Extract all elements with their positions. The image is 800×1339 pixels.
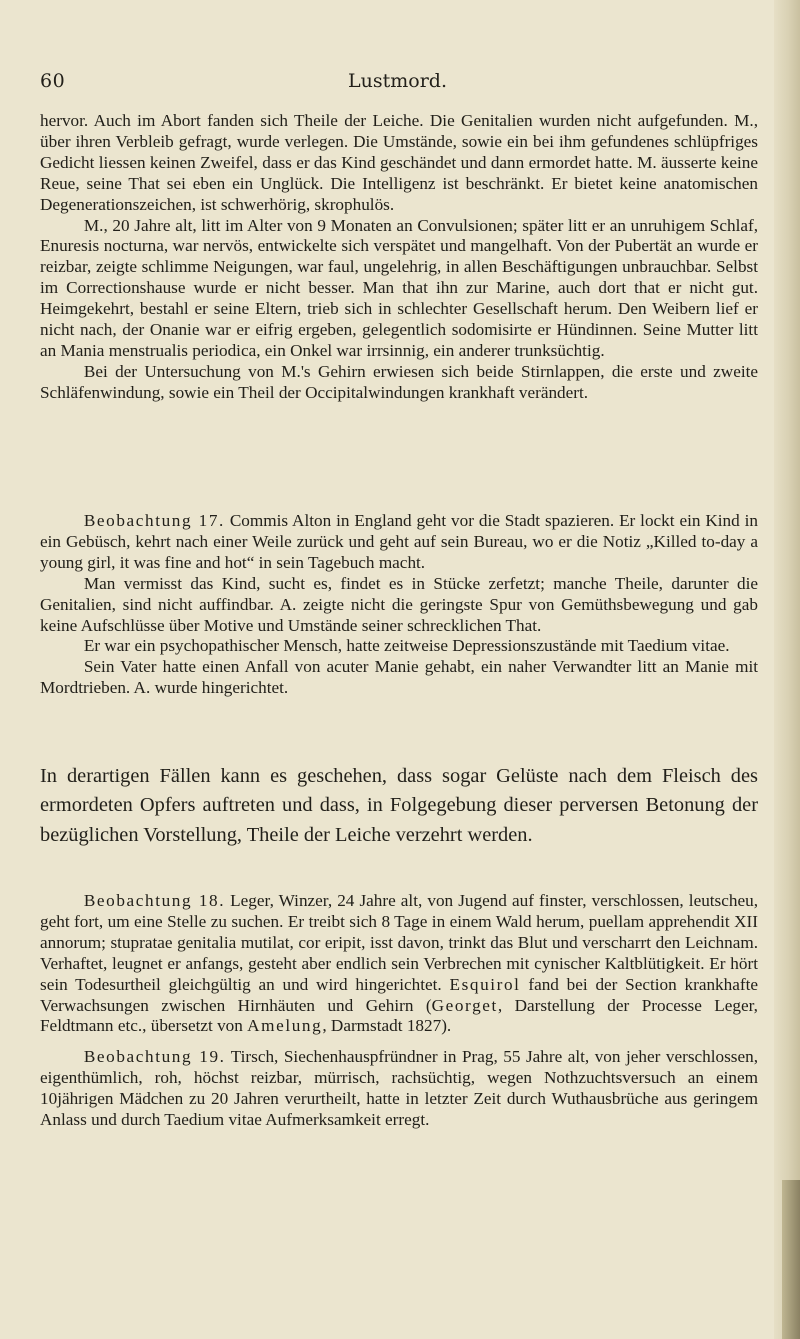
paragraph-heredity: Sein Vater hatte einen Anfall von acuter Manie gehabt, ein naher Verwandter litt an Manie mit Mordtrieben. A. wurde hingerichtet. bbox=[40, 657, 758, 698]
text-block-case-m bbox=[40, 111, 758, 404]
author-esquirol: Esquirol bbox=[449, 974, 521, 994]
paragraph-psychopathic: Er war ein psychopathischer Mensch, hatte zeitweise Depressionszustände mit Taedium vitae. bbox=[83, 636, 730, 656]
page-edge bbox=[774, 0, 800, 1339]
observation-18-text-d: , Darmstadt 1827). bbox=[322, 1016, 452, 1036]
page-header bbox=[40, 70, 755, 98]
observation-18-text-b: fand bei der Section krankhafte Verwachsungen zwischen Hirnhäuten und Gehirn ( bbox=[40, 974, 758, 1015]
observation-18-text-a: Leger, Winzer, 24 Jahre alt, von Jugend auf finster, verschlossen, leutscheu, geht fort, um eine Stelle zu suchen. Er treibt sich 8 Tage in einem Wald herum, puellam apprehendit XII annorum; stupratae genitalia mutilat, cor eripit, isst davon, trinkt das Blut und verscharrt den Leichnam. Verhaftet, leugnet er anfangs, gesteht aber endlich sein Verbrechen mit cynischer Kaltblütigkeit. Er hört sein Todesurtheil gleichgültig an und wird hingerichtet. bbox=[40, 891, 758, 994]
running-title: Lustmord. bbox=[348, 70, 447, 92]
page-edge-shadow bbox=[782, 1180, 800, 1339]
observation-19-text: Tirsch, Siechenhauspfründner in Prag, 55 Jahre alt, von jeher verschlossen, eigenthümlich, roh, höchst reizbar, mürrisch, rachsüchtig, wegen Nothzuchtsversuch an einem 10jährigen Mädchen zu 20 Jahren verurtheilt, hatte in letzter Zeit durch Wuthausbrüche aus geringem Anlass und durch Taedium vitae Aufmerksamkeit erregt. bbox=[40, 1047, 758, 1130]
observation-18-text-c: , Darstellung der Processe Leger, Feldtmann etc., übersetzt von bbox=[40, 995, 758, 1036]
paragraph-autopsy: Bei der Untersuchung von M.'s Gehirn erwiesen sich beide Stirnlappen, die erste und zweite Schläfenwindung, sowie ein Theil der Occipitalwindungen krankhaft verändert. bbox=[40, 361, 758, 402]
text-block-observations-18-19 bbox=[40, 891, 758, 1131]
paragraph-observation-19 bbox=[40, 1047, 758, 1131]
author-georget: Georget bbox=[431, 995, 498, 1015]
paragraph-observation-18 bbox=[40, 891, 758, 1037]
observation-19-label: Beobachtung 19. bbox=[83, 1047, 226, 1067]
text-block-main-statement bbox=[40, 762, 758, 850]
paragraph-missing-child: Man vermisst das Kind, sucht es, findet es in Stücke zerfetzt; manche Theile, darunter die Genitalien, sind nicht auffindbar. A. zeigte nicht die geringste Spur von Gemüthsbewegung und gab keine Aufschlüsse über Motive und Umstände seiner schrecklichen That. bbox=[40, 573, 758, 635]
paragraph-main-statement: In derartigen Fällen kann es geschehen, dass sogar Gelüste nach dem Fleisch des ermordeten Opfers auftreten und dass, in Folgegebung dieser perversen Betonung der bezüglichen Vorstellung, Theile der Leiche verzehrt werden. bbox=[40, 765, 758, 846]
observation-17-label: Beobachtung 17. bbox=[83, 511, 225, 530]
paragraph-observation-17 bbox=[40, 511, 758, 574]
observation-18-label: Beobachtung 18. bbox=[83, 891, 226, 910]
author-amelung: Amelung bbox=[247, 1016, 323, 1036]
paragraph-case-history: M., 20 Jahre alt, litt im Alter von 9 Monaten an Convulsionen; später litt er an unruhigem Schlaf, Enuresis nocturna, war nervös, entwickelte sich verspätet und mangelhaft. Von der Pubertät an wurde er reizbar, zeigte schlimme Neigungen, war faul, ungelehrig, in allen Beschäftigungen unbrauchbar. Selbst im Correctionshause wurde er nicht besser. Man that ihn zur Marine, auch dort that er nicht gut. Heimgekehrt, bestahl er seine Eltern, trieb sich in schlechter Gesellschaft herum. Den Weibern lief er nicht nach, der Onanie war er eifrig ergeben, gelegentlich sodomisirte er Hündinnen. Seine Mutter litt an Mania menstrualis periodica, ein Onkel war irrsinnig, ein anderer trunksüchtig. bbox=[40, 215, 758, 360]
observation-17-text: Commis Alton in England geht vor die Stadt spazieren. Er lockt ein Kind in ein Gebüsch, kehrt nach einer Weile zurück und geht auf sein Bureau, wo er die Notiz „Killed to-day a young girl, it was fine and hot“ in sein Tagebuch macht. bbox=[40, 511, 758, 572]
page-number: 60 bbox=[40, 70, 66, 92]
paragraph-continuation: hervor. Auch im Abort fanden sich Theile der Leiche. Die Genitalien wurden nicht aufgefunden. M., über ihren Verbleib gefragt, wurde verlegen. Die Umstände, sowie ein bei ihm gefundenes schlüpfriges Gedicht liessen keinen Zweifel, dass er das Kind geschändet und dann ermordet hatte. M. äusserte keine Reue, seine That sei eben ein Unglück. Die Intelligenz ist beschränkt. Er bietet keine anatomischen Degenerationszeichen, ist schwerhörig, skrophulös. bbox=[40, 111, 758, 214]
text-block-observation-17 bbox=[40, 511, 758, 699]
